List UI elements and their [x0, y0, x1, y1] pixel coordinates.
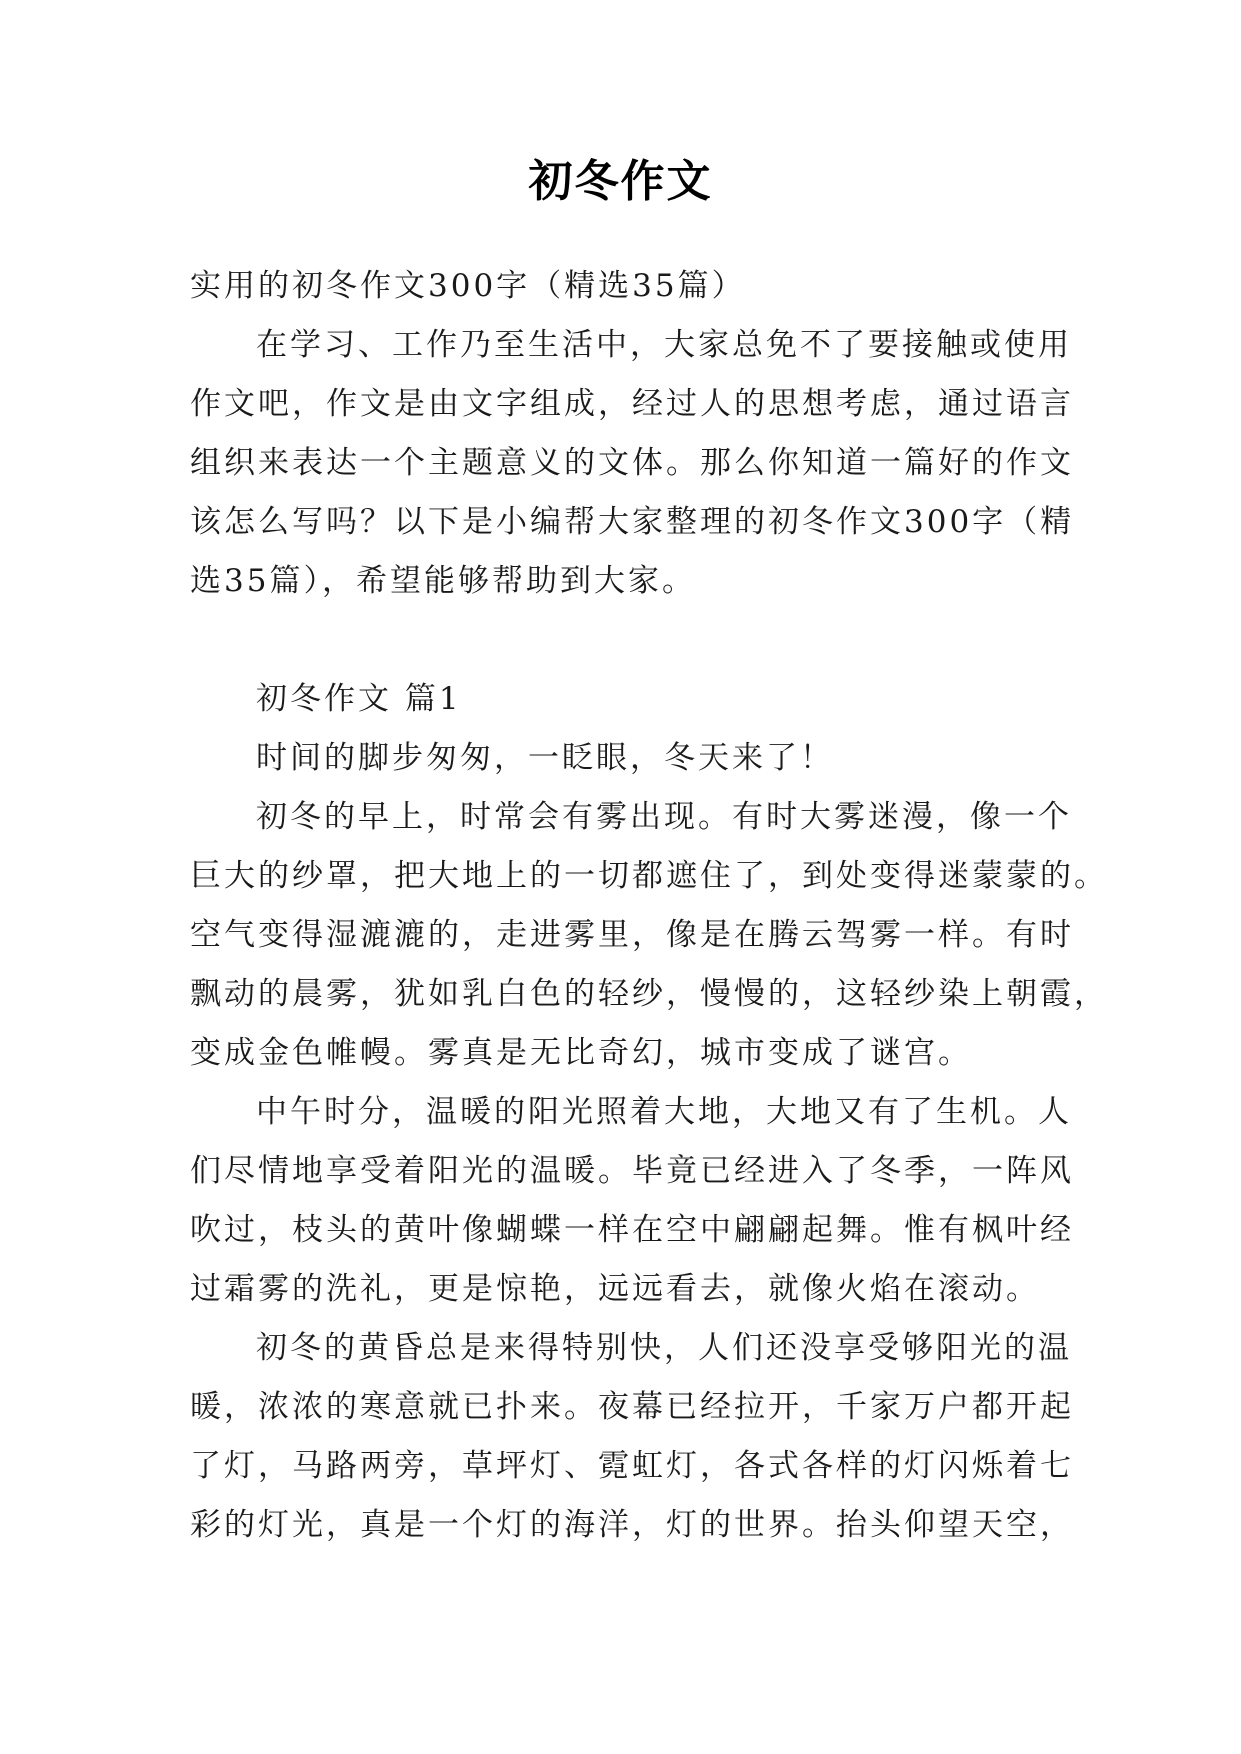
paragraph [190, 788, 1108, 1083]
text-line: 时间的脚步匆匆，一眨眼，冬天来了！ [256, 740, 834, 776]
text-line: 彩的灯光，真是一个灯的海洋，灯的世界。抬头仰望天空， [190, 1507, 1074, 1543]
text-line: 初冬的早上，时常会有雾出现。有时大雾迷漫，像一个 [256, 799, 1072, 835]
text-line: 该怎么写吗？以下是小编帮大家整理的初冬作文300字（精 [190, 504, 1075, 540]
paragraph [190, 1083, 1074, 1319]
text-line: 中午时分，温暖的阳光照着大地，大地又有了生机。人 [256, 1094, 1072, 1130]
document-body [190, 257, 1108, 1555]
text-line: 在学习、工作乃至生活中，大家总免不了要接触或使用 [256, 327, 1072, 363]
text-line: 组织来表达一个主题意义的文体。那么你知道一篇好的作文 [190, 445, 1074, 481]
text-line: 过霜雾的洗礼，更是惊艳，远远看去，就像火焰在滚动。 [190, 1271, 1040, 1307]
paragraph [190, 729, 1050, 788]
text-line: 变成金色帷幔。雾真是无比奇幻，城市变成了谜宫。 [190, 1035, 972, 1071]
document-subtitle: 实用的初冬作文300字（精选35篇） [190, 268, 746, 304]
text-line: 作文吧，作文是由文字组成，经过人的思想考虑，通过语言 [190, 386, 1074, 422]
text-line: 飘动的晨雾，犹如乳白色的轻纱，慢慢的，这轻纱染上朝霞， [190, 976, 1108, 1012]
document-title: 初冬作文 [528, 156, 713, 207]
text-line: 吹过，枝头的黄叶像蝴蝶一样在空中翩翩起舞。惟有枫叶经 [190, 1212, 1074, 1248]
text-line: 初冬的黄昏总是来得特别快，人们还没享受够阳光的温 [256, 1330, 1072, 1366]
text-line: 选35篇），希望能够帮助到大家。 [190, 563, 696, 599]
text-line: 巨大的纱罩，把大地上的一切都遮住了，到处变得迷蒙蒙的。 [190, 858, 1108, 894]
text-line: 空气变得湿漉漉的，走进雾里，像是在腾云驾雾一样。有时 [190, 917, 1074, 953]
paragraph [190, 1319, 1074, 1555]
section-heading: 初冬作文 篇1 [256, 681, 462, 717]
text-line: 们尽情地享受着阳光的温暖。毕竟已经进入了冬季，一阵风 [190, 1153, 1074, 1189]
intro-paragraph [190, 316, 1075, 611]
text-line: 了灯，马路两旁，草坪灯、霓虹灯，各式各样的灯闪烁着七 [190, 1448, 1074, 1484]
text-line: 暖，浓浓的寒意就已扑来。夜幕已经拉开，千家万户都开起 [190, 1389, 1074, 1425]
blank-line [190, 611, 1050, 670]
